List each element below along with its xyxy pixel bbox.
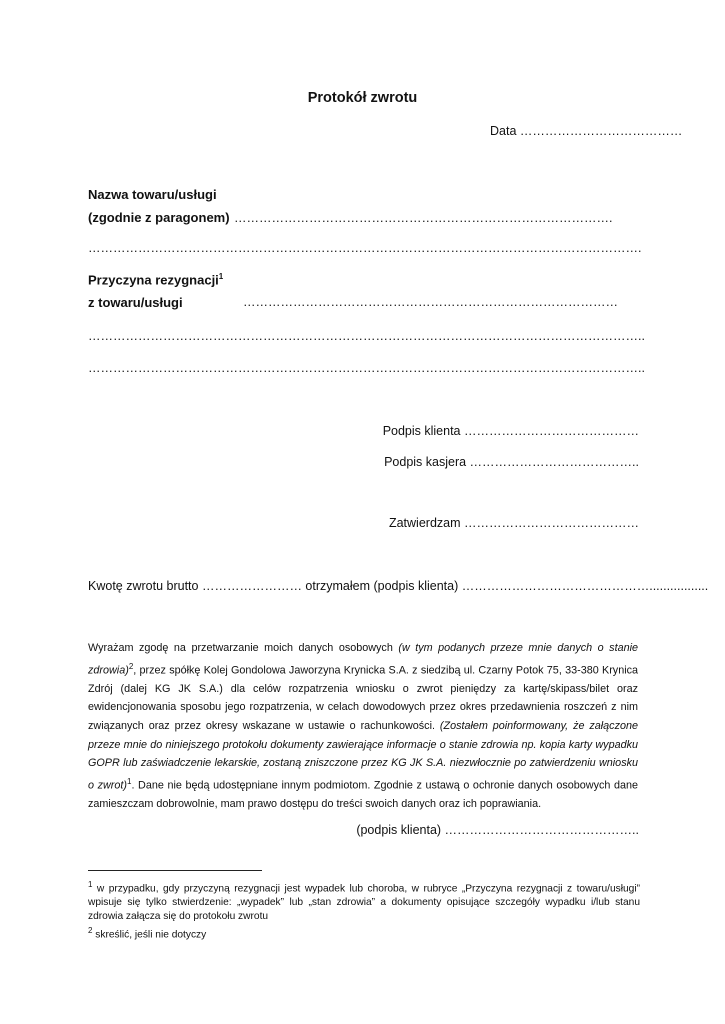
document-title: Protokół zwrotu — [307, 90, 418, 106]
consent-text-1: Wyrażam zgodę na przetwarzanie moich danych osobowych — [88, 642, 399, 654]
reason-field-2: …………………………………………………………………………………………………………………….. — [88, 329, 645, 343]
product-field-1: ………………………………………………………………………………. — [234, 211, 613, 225]
consent-text-3: . Dane nie będą udostępniane innym podmiotom. Zgodnie z ustawą o ochronie danych osobowych dane zamieszczam dobrowolnie, mam prawo dostępu do treści swoich danych oraz ich poprawiania. — [88, 779, 638, 810]
date-field: ………………………………… — [519, 124, 683, 138]
footnotes — [88, 878, 640, 942]
client-signature-line: Podpis klienta …………………………………… — [382, 424, 639, 438]
date-label: Data — [490, 124, 517, 138]
footnote-1-number: 1 — [88, 880, 93, 889]
consent-italic-2: (Zostałem poinformowany, że załączone przeze mnie do niniejszego protokołu dokumenty zawierające informacje o stanie zdrowia np. kopia karty wypadku GOPR lub zaświadczenie lekarskie, zostaną zniszczone przez KG JK S.A. niezwłocznie po zatwierdzeniu wniosku o zwrot) — [88, 719, 638, 792]
refund-line: Kwotę zwrotu brutto …………………… otrzymałem (podpis klienta) ………………………………………................. — [88, 579, 709, 593]
consent-italic-1: (w tym podanych przeze mnie danych o stanie zdrowia) — [88, 642, 638, 677]
footnote-1-text: w przypadku, gdy przyczyną rezygnacji jest wypadek lub choroba, w rubryce „Przyczyna rezygnacji z towaru/usługi” wpisuje się tylko stwierdzenie: „wypadek” lub „stan zdrowia” a dokumenty opisujące szczegóły wypadku i/lub stanu zdrowia załącza się do protokołu zwrotu — [88, 883, 640, 922]
approval-line: Zatwierdzam …………………………………… — [388, 516, 639, 530]
footnote-2-text: skreślić, jeśli nie dotyczy — [92, 929, 207, 941]
footnote-1 — [88, 878, 640, 924]
consent-paragraph — [88, 639, 638, 814]
reason-field-1: ……………………………………………………………………………… — [243, 295, 618, 309]
footnote-ref-1: 1 — [218, 272, 224, 281]
reason-label-line2: z towaru/usługi — [88, 295, 183, 310]
footnote-ref-3: 1 — [127, 776, 132, 786]
cashier-signature-line: Podpis kasjera ………………………………….. — [384, 455, 639, 469]
reason-label-text: Przyczyna rezygnacji — [88, 272, 219, 288]
footnote-2-number: 2 — [88, 925, 93, 935]
reason-field-3: …………………………………………………………………………………………………………………….. — [88, 361, 645, 375]
product-field-2: ……………………………………………………………………………………………………………………. — [88, 241, 642, 255]
date-line — [490, 124, 682, 138]
product-label-line2: (zgodnie z paragonem) — [88, 210, 230, 225]
reason-label-line1 — [88, 272, 223, 287]
footnote-ref-2: 2 — [128, 661, 134, 671]
footnote-2 — [88, 924, 640, 942]
client-signature-line-2: (podpis klienta) ……………………………………….. — [356, 823, 639, 837]
consent-text-2: , przez spółkę Kolej Gondolowa Jaworzyna Krynicka S.A. z siedzibą ul. Czarny Potok 75, 33-380 Krynica Zdrój (dalej KG JK S.A.) dla celów rozpatrzenia wniosku o zwrot pieniędzy za kartę/skipass/bilet oraz ewidencjonowania sposobu jego rozpatrzenia, w celach dowodowych przez okres przedawnienia roszczeń z nim związanych oraz przez okresy wskazane w ustawie o rachunkowości. — [88, 664, 638, 732]
product-label-line1: Nazwa towaru/usługi — [88, 187, 217, 202]
product-row — [88, 209, 613, 227]
footnote-divider — [88, 870, 262, 871]
